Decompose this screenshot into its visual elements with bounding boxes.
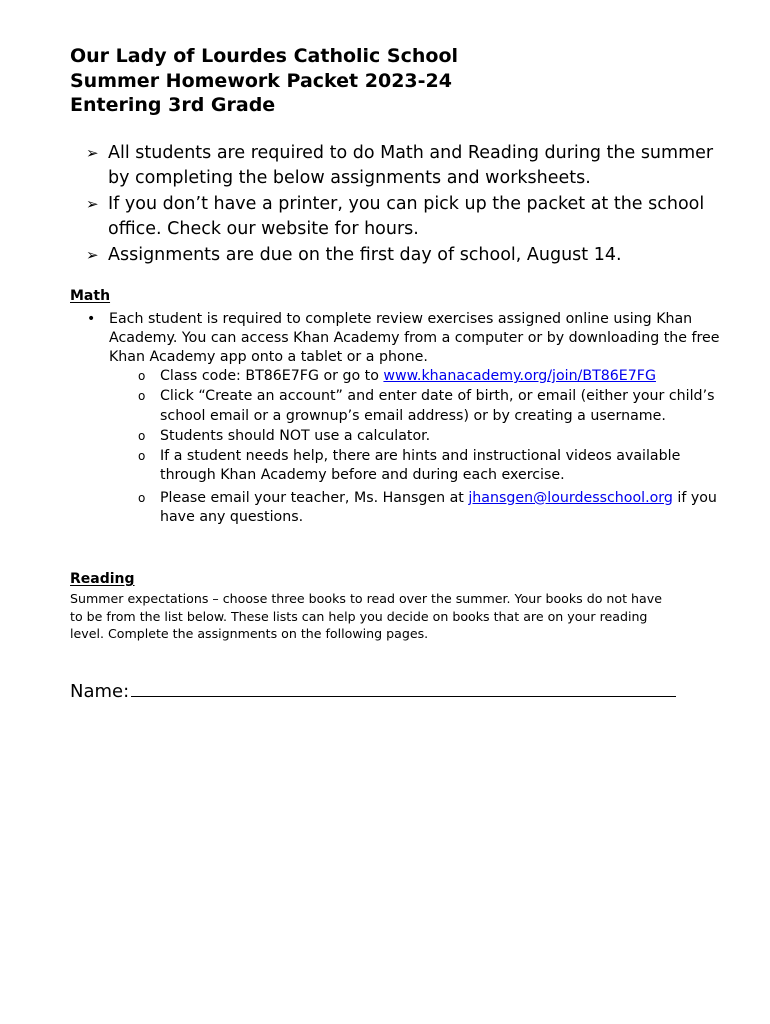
reading-heading: Reading [70, 571, 135, 587]
math-main-text: Each student is required to complete review exercises assigned online using Khan Academy. You can access Khan Academy from a computer or by downloading the free Khan Academy app onto a tablet or a phone. [109, 311, 720, 365]
reading-instructions: Summer expectations – choose three books to read over the summer. Your books do not have to be from the list below. These lists can help you decide on books that are on your reading level. Complete the assignments on the following pages. [70, 591, 662, 641]
email-prefix-text: Please email your teacher, Ms. Hansgen at [160, 489, 469, 506]
name-field [70, 678, 676, 704]
math-sub-item-create-account [109, 387, 736, 426]
teacher-email-link[interactable]: jhansgen@lourdesschool.org [468, 489, 673, 506]
no-calculator-text: Students should NOT use a calculator. [160, 427, 431, 444]
document-header [70, 44, 458, 118]
help-text: If a student needs help, there are hints and instructional videos available through Khan Academy before and during each exercise. [160, 447, 681, 483]
math-sub-item-calculator [109, 427, 736, 447]
email-suffix-text: if you have any questions. [160, 489, 717, 525]
circle-bullet-icon: o [138, 448, 146, 463]
intro-item-text: If you don’t have a printer, you can pick up the packet at the school office. Check our website for hours. [108, 193, 705, 240]
intro-item [86, 141, 736, 192]
math-sub-item-email [109, 489, 736, 528]
math-sub-item-help [109, 447, 736, 486]
school-name: Our Lady of Lourdes Catholic School [70, 45, 459, 67]
create-account-text: Click “Create an account” and enter date of birth, or email (either your child’s school email or a grownup’s email address) or by creating a username. [160, 388, 715, 424]
math-main-item [70, 310, 736, 528]
arrow-bullet-icon: ➢ [86, 144, 99, 162]
intro-item-text: All students are required to do Math and Reading during the summer by completing the below assignments and worksheets. [108, 143, 714, 189]
math-sub-item-class-code [109, 367, 736, 387]
circle-bullet-icon: o [138, 428, 146, 443]
class-code-text: Class code: BT86E7FG or go to [160, 368, 384, 384]
intro-list [86, 141, 736, 268]
arrow-bullet-icon: ➢ [86, 194, 99, 213]
circle-bullet-icon: o [138, 369, 146, 383]
intro-item [86, 192, 736, 243]
name-label: Name: [70, 681, 130, 702]
bullet-icon: • [87, 311, 96, 327]
math-sub-list [109, 367, 736, 528]
arrow-bullet-icon: ➢ [86, 245, 99, 264]
name-blank-line[interactable] [131, 678, 676, 697]
intro-item-text: Assignments are due on the first day of school, August 14. [108, 244, 622, 265]
math-list [70, 310, 736, 528]
circle-bullet-icon: o [138, 490, 146, 505]
intro-item [86, 243, 736, 268]
khan-academy-join-link[interactable]: www.khanacademy.org/join/BT86E7FG [383, 368, 656, 384]
math-heading: Math [70, 288, 111, 304]
circle-bullet-icon: o [138, 389, 146, 403]
grade-level: Entering 3rd Grade [70, 94, 276, 116]
packet-title: Summer Homework Packet 2023-24 [70, 69, 452, 92]
